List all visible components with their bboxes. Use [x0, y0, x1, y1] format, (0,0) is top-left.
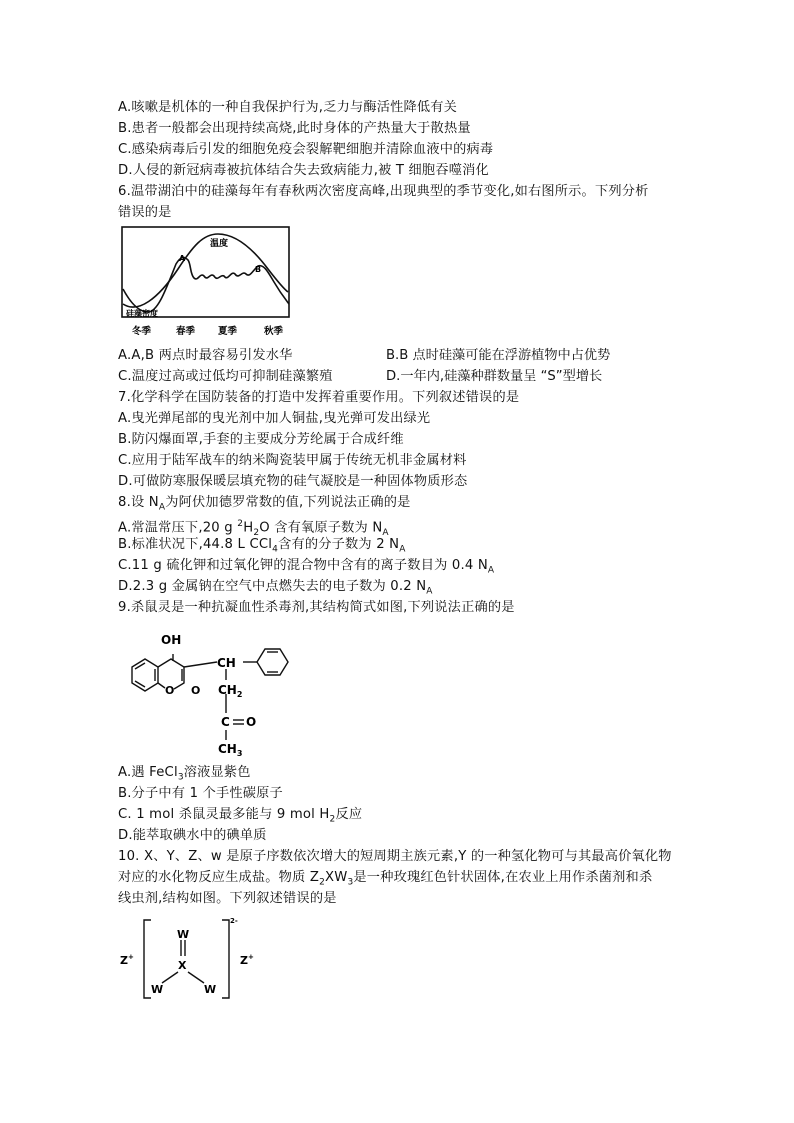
lactone-o-label: O: [191, 684, 201, 697]
z-cation-left: Z+: [120, 953, 134, 967]
season-winter: 冬季: [132, 326, 152, 337]
ch3-label: $CH_3$: [218, 742, 243, 758]
carbonyl-o-label: O: [246, 715, 257, 729]
w-atom-right: W: [204, 983, 217, 996]
oh-label: OH: [161, 633, 182, 647]
z2xw3-structure-figure: [118, 912, 278, 1004]
q8-option-d: D.2.3 g 金属钠在空气中点燃失去的电子数为 0.2 $N_A$: [118, 579, 433, 597]
ring-o-label: O: [165, 684, 175, 697]
temp-label: 温度: [210, 239, 229, 249]
density-curve: [123, 257, 289, 312]
figure-frame: [122, 227, 289, 317]
q10-stem-line3: 线虫剂,结构如图。下列叙述错误的是: [118, 891, 337, 906]
anion-charge: 2-: [230, 917, 238, 925]
w-atom-top: W: [177, 928, 190, 941]
q6-option-c: C.温度过高或过低均可抑制硅藻繁殖: [118, 369, 333, 384]
q9-stem: 9.杀鼠灵是一种抗凝血性杀毒剂,其结构简式如图,下列说法正确的是: [118, 600, 515, 615]
q5-option-d: D.人侵的新冠病毒被抗体结合失去致病能力,被 T 细胞吞噬消化: [118, 163, 489, 178]
z-cation-right: Z+: [240, 953, 254, 967]
q6-option-a: A.A,B 两点时最容易引发水华: [118, 348, 293, 363]
diatom-season-figure: [118, 224, 298, 344]
q6-option-b: B.B 点时硅藻可能在浮游植物中占优势: [386, 348, 611, 363]
q7-stem: 7.化学科学在国防装备的打造中发挥着重要作用。下列叙述错误的是: [118, 390, 520, 405]
q7-option-d: D.可做防寒服保暖层填充物的硅气凝胶是一种固体物质形态: [118, 474, 468, 489]
ch-label: CH: [217, 656, 236, 670]
left-bracket: [144, 920, 151, 998]
density-label: 硅藻密度: [126, 309, 158, 318]
q9-option-b: B.分子中有 1 个手性碳原子: [118, 786, 283, 801]
season-summer: 夏季: [218, 326, 238, 337]
q8-option-c: C.11 g 硫化钾和过氧化钾的混合物中含有的离子数目为 0.4 $N_A$: [118, 558, 495, 576]
q10-stem-line1: 10. X、Y、Z、w 是原子序数依次增大的短周期主族元素,Y 的一种氢化物可与其最高价氧化物: [118, 849, 672, 864]
q8-option-b: B.标准状况下,44.8 L CCl$_4$含有的分子数为 2 $N_A$: [118, 537, 406, 555]
q8-stem: 8.设 $N_A$为阿伏加德罗常数的值,下列说法正确的是: [118, 495, 411, 513]
q6-option-d: D.一年内,硅藻种群数量呈 “S”型增长: [386, 369, 603, 384]
q7-option-b: B.防闪爆面罩,手套的主要成分芳纶属于合成纤维: [118, 432, 404, 447]
q5-option-b: B.患者一般都会出现持续高烧,此时身体的产热量大于散热量: [118, 121, 471, 136]
q7-option-a: A.曳光弹尾部的曳光剂中加人铜盐,曳光弹可发出绿光: [118, 411, 431, 426]
q8-option-a: A.常温常压下,20 g $^2H_2O$ 含有氧原子数为 $N_A$: [118, 519, 389, 539]
x-atom: X: [178, 959, 187, 972]
q6-stem-line2: 错误的是: [118, 205, 172, 220]
season-autumn: 秋季: [264, 326, 284, 337]
q9-option-a: A.遇 FeCl$_3$溶液显紫色: [118, 765, 251, 783]
point-a-label: A: [179, 254, 186, 263]
point-b-label: B: [255, 265, 262, 274]
w-atom-left: W: [151, 983, 164, 996]
q9-option-d: D.能萃取碘水中的碘单质: [118, 828, 267, 843]
carbonyl-c-label: C: [221, 715, 230, 729]
temperature-curve: [123, 234, 288, 307]
q9-option-c: C. 1 mol 杀鼠灵最多能与 9 mol $H_2$反应: [118, 807, 363, 825]
phenyl-ring: [257, 649, 288, 675]
season-spring: 春季: [176, 326, 196, 337]
q5-option-c: C.感染病毒后引发的细胞免疫会裂解靶细胞并清除血液中的病毒: [118, 142, 494, 157]
q10-stem-line2: 对应的水化物反应生成盐。物质 $Z_2XW_3$是一种玫瑰红色针状固体,在农业上用作杀菌剂和杀: [118, 870, 653, 888]
q7-option-c: C.应用于陆军战车的纳米陶瓷装甲属于传统无机非金属材料: [118, 453, 467, 468]
right-bracket: [222, 920, 229, 998]
warfarin-structure-figure: [118, 622, 308, 762]
q5-option-a: A.咳嗽是机体的一种自我保护行为,乏力与酶活性降低有关: [118, 100, 458, 115]
ch2-label: $CH_2$: [218, 683, 243, 699]
q6-stem-line1: 6.温带湖泊中的硅藻每年有春秋两次密度高峰,出现典型的季节变化,如右图所示。下列分析: [118, 184, 649, 199]
